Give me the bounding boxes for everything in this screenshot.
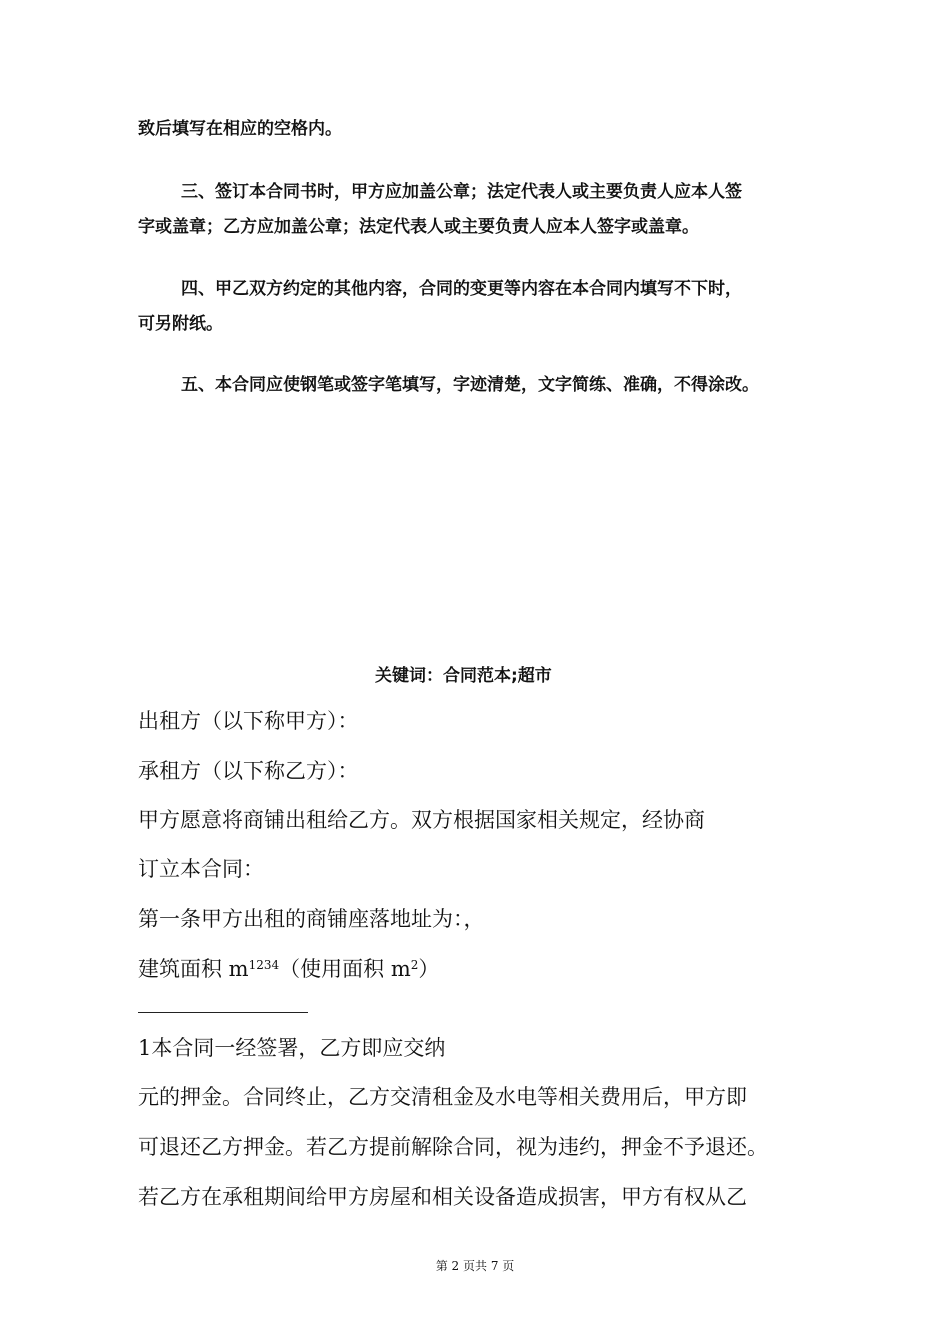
instruction-item-3-cont: 字或盖章；乙方应加盖公章；法定代表人或主要负责人应本人签字或盖章。: [138, 217, 699, 237]
footnote-divider: [138, 1012, 308, 1013]
instruction-item-4: 四、甲乙双方约定的其他内容，合同的变更等内容在本合同内填写不下时，: [181, 279, 742, 299]
area-middle: （使用面积 m: [279, 957, 411, 981]
footnote-line: 可退还乙方押金。若乙方提前解除合同，视为违约，押金不予退还。: [138, 1135, 768, 1159]
instruction-item-3: 三、签订本合同书时，甲方应加盖公章；法定代表人或主要负责人应本人签: [181, 182, 742, 202]
instruction-item-4-cont: 可另附纸。: [138, 314, 223, 334]
footnote-line: 元的押金。合同终止，乙方交清租金及水电等相关费用后，甲方即: [138, 1085, 747, 1109]
page-number: 第 2 页共 7 页: [435, 1259, 515, 1273]
instruction-line: 致后填写在相应的空格内。: [138, 119, 342, 139]
footnote-marker: 1234: [248, 958, 280, 972]
keywords: 关键词：合同范本;超市: [375, 666, 552, 686]
preamble-line: 甲方愿意将商铺出租给乙方。双方根据国家相关规定，经协商: [138, 808, 705, 832]
article-1: 第一条甲方出租的商铺座落地址为：，: [138, 907, 485, 931]
footnote-line: 若乙方在承租期间给甲方房屋和相关设备造成损害，甲方有权从乙: [138, 1185, 747, 1209]
area-prefix: 建筑面积 m: [138, 957, 249, 981]
footnote-line: 1本合同一经签署，乙方即应交纳: [138, 1036, 446, 1060]
area-line: [138, 955, 439, 983]
instruction-item-5: 五、本合同应使钢笔或签字笔填写，字迹清楚，文字简练、准确，不得涂改。: [181, 375, 759, 395]
square-superscript: 2: [410, 958, 419, 972]
lessee-line: 承租方（以下称乙方）：: [138, 759, 359, 783]
area-suffix: ）: [418, 957, 440, 981]
preamble-line-cont: 订立本合同：: [138, 857, 264, 881]
lessor-line: 出租方（以下称甲方）：: [138, 709, 359, 733]
